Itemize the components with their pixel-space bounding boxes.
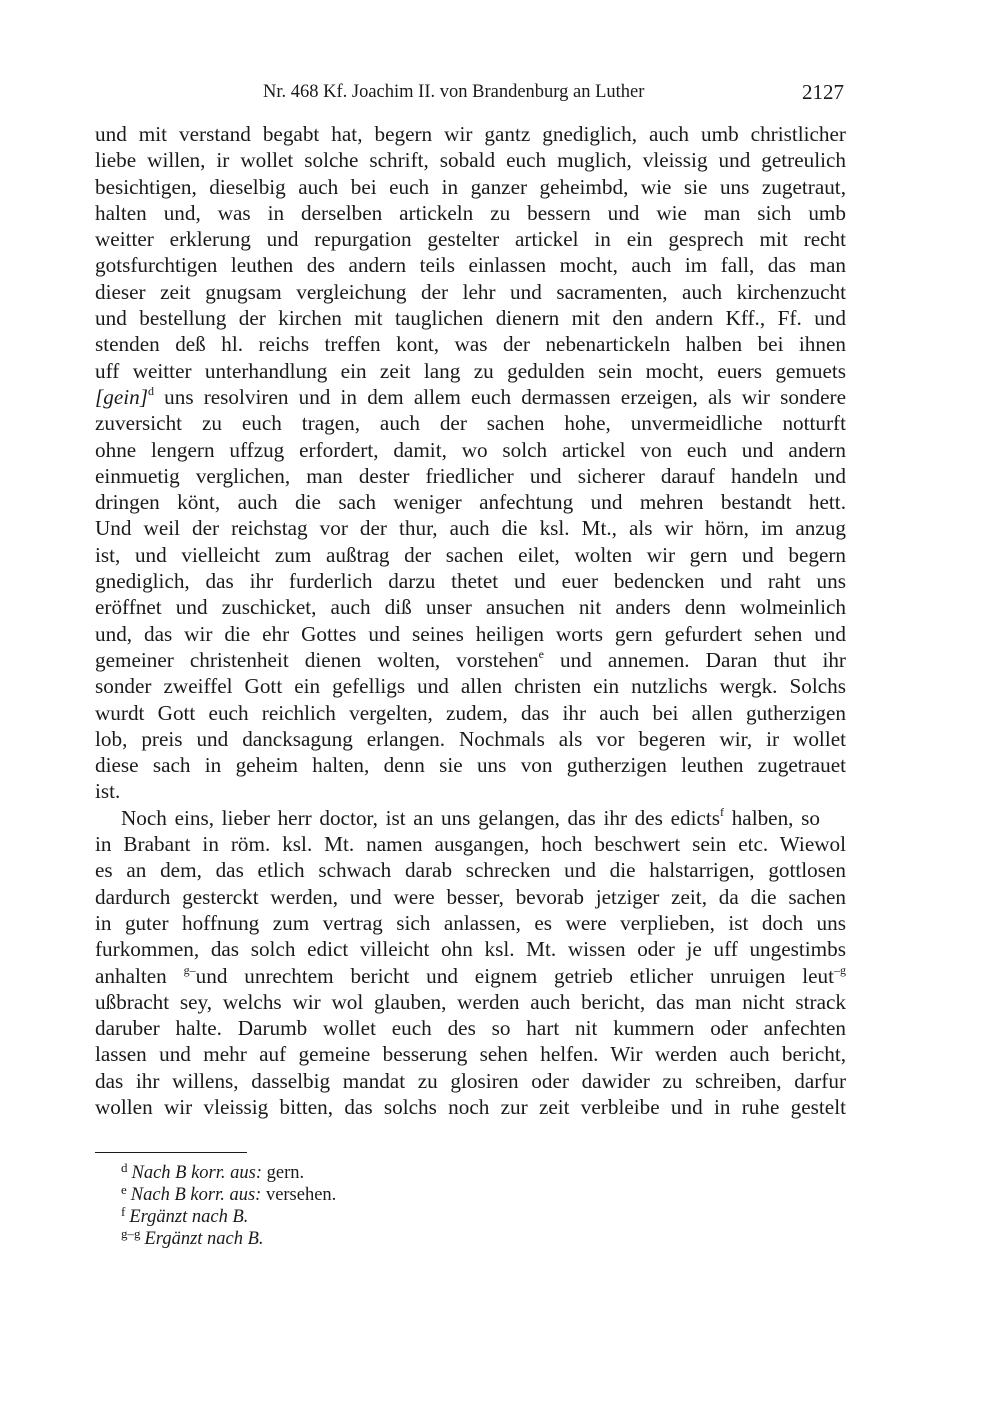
footnote-f: $^f$ Ergänzt nach B. [121, 1204, 249, 1227]
text-line: dardurch gesterckt werden, und were besser, bevorab jetziger zeit, da die sachen [95, 884, 846, 909]
text-line: in Brabant in röm. ksl. Mt. namen ausgangen, hoch beschwert sein etc. Wiewol [95, 832, 846, 857]
text-line: stenden deß hl. reichs treffen kont, was der nebenartickeln halben bei ihnen [95, 332, 846, 357]
footnote-mark: e [121, 1182, 127, 1197]
text-line: und, das wir die ehr Gottes und seines heiligen worts gern gefurdert sehen und [95, 621, 846, 646]
text-line: besichtigen, dieselbig auch bei euch in ganzer geheimbd, wie sie uns zugetraut, [95, 174, 846, 199]
text-line: ist. [95, 779, 121, 804]
text-line: daruber halte. Darumb wollet euch des so hart nit kummern oder anfechten [95, 1016, 846, 1041]
text-line: uff weitter unterhandlung ein zeit lang zu gedulden sein mocht, euers gemuets [95, 358, 846, 383]
page-number: 2127 [802, 80, 844, 104]
footnote-e: $^e$ Nach B korr. aus: versehen. [121, 1182, 337, 1205]
text-line: lob, preis und dancksagung erlangen. Nochmals als vor begeren wir, ir wollet [95, 726, 846, 751]
footnote-ref-f[interactable]: f [720, 804, 725, 819]
editorial-insertion: [gein] [95, 384, 148, 409]
running-header [95, 80, 846, 106]
footnote-separator [95, 1152, 247, 1153]
footnote-mark: f [121, 1204, 126, 1219]
text-line: es an dem, das etlich schwach darab schrecken und die halstarrigen, gottlosen [95, 858, 846, 883]
header-title: Nr. 468 Kf. Joachim II. von Brandenburg an Luther [263, 82, 645, 102]
footnote-ref-d[interactable]: d [147, 383, 154, 398]
footnote-ref-g-end[interactable]: –g [834, 962, 846, 977]
text-line: anhalten $^{g-}$und unrechtem bericht und eignem getrieb etlicher unruigen leut$^{-g}$ [95, 962, 846, 988]
body-text [95, 121, 846, 1120]
text-line: gnediglich, das ihr furderlich darzu thetet und euer bedencken und raht uns [95, 569, 846, 594]
text-line: weitter erklerung und repurgation gestelter artickel in ein gesprech mit recht [95, 227, 846, 252]
text-line: gemeiner christenheit dienen wolten, vorstehen$^e$ und annemen. Daran thut ihr [95, 646, 846, 672]
text-line: ohne lengern uffzug erfordert, damit, wo solch artickel von euch und andern [95, 437, 846, 462]
text-line: wurdt Gott euch reichlich vergelten, zudem, das ihr auch bei allen gutherzigen [95, 700, 846, 725]
text-line: und bestellung der kirchen mit tauglichen dienern mit den andern Kff., Ff. und [95, 306, 846, 331]
text-line: dieser zeit gnugsam vergleichung der lehr und sacramenten, auch kirchenzucht [95, 279, 846, 304]
footnote-ref-e[interactable]: e [538, 646, 544, 661]
text-line: und mit verstand begabt hat, begern wir gantz gnediglich, auch umb christlicher [95, 122, 846, 146]
footnote-g-g: $^{g-g}$ Ergänzt nach B. [121, 1226, 264, 1249]
paragraph-start-line: Noch eins, lieber herr doctor, ist an uns gelangen, das ihr des edicts$^f$ halben, so [121, 804, 820, 830]
text-line: furkommen, das solch edict villeicht ohn ksl. Mt. wissen oder je uff ungestimbs [95, 937, 846, 962]
text-line: das ihr willens, dasselbig mandat zu glosiren oder dawider zu schreiben, darfur [95, 1068, 846, 1093]
text-line: dringen könt, auch die sach weniger anfechtung und mehren bestandt hett. [95, 490, 846, 515]
text-line: ußbracht sey, welchs wir wol glauben, werden auch bericht, das man nicht strack [95, 989, 846, 1014]
text-line: gotsfurchtigen leuthen des andern teils einlassen mocht, auch im fall, das man [95, 253, 846, 278]
text-line: halten und, was in derselben artickeln zu bessern und wie man sich umb [95, 200, 846, 225]
footnote-mark: d [121, 1160, 128, 1175]
footnote-d: $^d$ Nach B korr. aus: gern. [121, 1160, 305, 1183]
text-line: sonder zweiffel Gott ein gefelligs und allen christen ein nutzlichs wergk. Solchs [95, 674, 846, 699]
text-line: [gein]$^d$ uns resolviren und in dem allem euch dermassen erzeigen, als wir sondere [95, 383, 846, 409]
text-line: wollen wir vleissig bitten, das solchs noch zur zeit verbleibe und in ruhe gestelt [95, 1094, 846, 1119]
footnotes [121, 1157, 337, 1249]
text-line: ist, und vielleicht zum außtrag der sachen eilet, wolten wir gern und begern [95, 542, 846, 567]
text-line: lassen und mehr auf gemeine besserung sehen helfen. Wir werden auch bericht, [95, 1042, 846, 1067]
text-line: in guter hoffnung zum vertrag sich anlassen, es were verplieben, ist doch uns [95, 910, 846, 935]
text-line: Und weil der reichstag vor der thur, auch die ksl. Mt., als wir hörn, im anzug [95, 516, 846, 541]
text-line: einmuetig verglichen, man dester friedlicher und sicherer darauf handeln und [95, 463, 846, 488]
footnote-ref-g-start[interactable]: g– [183, 962, 196, 977]
text-line: diese sach in geheim halten, denn sie uns von gutherzigen leuthen zugetrauet [95, 753, 846, 778]
text-line: eröffnet und zuschicket, auch diß unser ansuchen nit anders denn wolmeinlich [95, 595, 846, 620]
footnote-mark: g–g [121, 1226, 141, 1241]
text-line: liebe willen, ir wollet solche schrift, sobald euch muglich, vleissig und getreulich [95, 148, 846, 173]
text-line: zuversicht zu euch tragen, auch der sachen hohe, unvermeidliche notturft [95, 411, 846, 436]
